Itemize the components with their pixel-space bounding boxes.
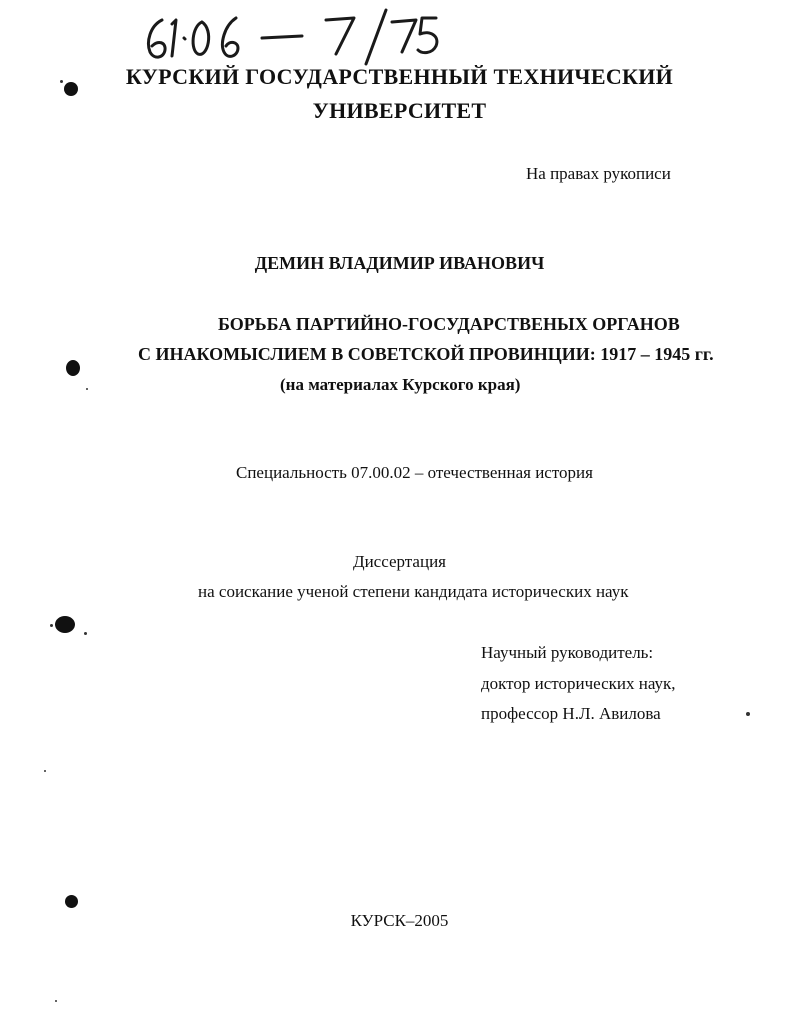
dissertation-title-line1: БОРЬБА ПАРТИЙНО-ГОСУДАРСТВЕНЫХ ОРГАНОВ [218, 314, 680, 334]
scan-speck [60, 80, 63, 83]
punch-hole-4 [65, 895, 78, 908]
scan-speck [44, 770, 46, 772]
document-type: Диссертация [352, 552, 446, 571]
specialty-code: Специальность 07.00.02 – отечественная история [236, 463, 593, 482]
scan-speck [86, 388, 88, 390]
scan-speck [55, 1000, 57, 1002]
supervisor-heading: Научный руководитель: [481, 643, 654, 662]
supervisor-degree: доктор исторических наук, [481, 674, 676, 693]
punch-hole-1 [64, 82, 78, 96]
scan-speck [50, 624, 53, 627]
degree-statement: на соискание ученой степени кандидата исторических наук [198, 582, 629, 601]
scan-speck [84, 632, 87, 635]
dissertation-subtitle: (на материалах Курского края) [280, 375, 521, 394]
dissertation-title-line2: С ИНАКОМЫСЛИЕМ В СОВЕТСКОЙ ПРОВИНЦИИ: 1917 – 1945 гг. [138, 344, 714, 364]
scan-speck [746, 712, 750, 716]
supervisor-name: профессор Н.Л. Авилова [481, 704, 661, 723]
university-name-line2: УНИВЕРСИТЕТ [312, 98, 487, 123]
punch-hole-2 [66, 360, 80, 376]
city-and-year: КУРСК–2005 [350, 911, 449, 930]
handwritten-archive-code [140, 6, 450, 66]
punch-hole-3 [55, 616, 75, 633]
university-name-line1: КУРСКИЙ ГОСУДАРСТВЕННЫЙ ТЕХНИЧЕСКИЙ [125, 64, 674, 89]
author-name: ДЕМИН ВЛАДИМИР ИВАНОВИЧ [254, 253, 545, 273]
handwritten-code-drawing [140, 6, 450, 66]
manuscript-rights-note: На правах рукописи [526, 164, 671, 183]
